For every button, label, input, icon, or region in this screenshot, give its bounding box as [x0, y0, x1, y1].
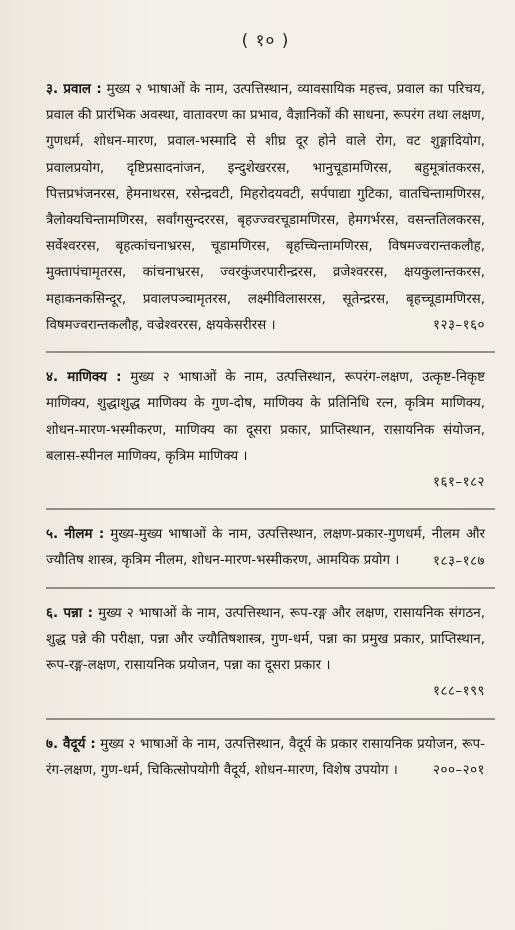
- contents-entry-manikya: [46, 365, 485, 496]
- page-range: १६१–१८२: [433, 475, 485, 491]
- section-divider: [46, 351, 495, 353]
- entry-body: मुख्य २ भाषाओं के नाम, उत्पत्तिस्थान, रूपरंग-लक्षण, उत्कृष्ट-निकृष्ट माणिक्य, शुद्धाशुद्ध माणिक्य के गुण-दोष, माणिक्य के प्रतिनिधि रत्न, कृत्रिम माणिक्य, शोधन-मारण-भस्मीकरण, माणिक्य का दूसरा प्रकार, प्राप्तिस्थान, रासायनिक संयोजन, बलास-स्पीनल माणिक्य, कृत्रिम माणिक्य ।: [46, 370, 485, 464]
- contents-entry-neelam: [46, 522, 485, 575]
- entry-title: ५. नीलम :: [46, 527, 105, 543]
- entry-body: मुख्य २ भाषाओं के नाम, उत्पत्तिस्थान, वैदूर्य के प्रकार रासायनिक प्रयोजन, रूप-रंग-लक्षण, गुण-धर्म, चिकित्सोपयोगी वैदूर्य, शोधन-मारण, विशेष उपयोग ।: [46, 736, 485, 778]
- entry-body: मुख्य २ भाषाओं के नाम, उत्पत्तिस्थान, रूप-रङ्ग और लक्षण, रासायनिक संगठन, शुद्ध पन्ने की परीक्षा, पन्ना और ज्यौतिषशास्त्र, गुण-धर्म, पन्ना का प्रमुख प्रकार, प्राप्तिस्थान, रूप-रङ्ग-लक्षण, रासायनिक प्रयोजन, पन्ना का दूसरा प्रकार ।: [46, 605, 485, 674]
- page-range: १२३–१६०: [433, 318, 485, 334]
- page-range: १८८–१९९: [433, 684, 485, 700]
- contents-entry-pravaal: [46, 77, 485, 339]
- entry-title: ७. वैदूर्य :: [46, 736, 96, 752]
- entry-title: ६. पन्ना :: [46, 605, 94, 621]
- entry-title: ४. माणिक्य :: [46, 370, 122, 386]
- page-number: ( १० ): [241, 31, 290, 51]
- entry-text: [46, 77, 485, 339]
- section-divider: [46, 508, 495, 510]
- entry-body: मुख्य २ भाषाओं के नाम, उत्पत्तिस्थान, व्यावसायिक महत्त्व, प्रवाल का परिचय, प्रवाल की प्रारंभिक अवस्था, वातावरण का प्रभाव, वैज्ञानिकों की साधना, रूपरंग तथा लक्षण, गुणधर्म, शोधन-मारण, प्रवाल-भस्मादि से शीघ्र दूर होने वाले रोग, वट शुङ्गादियोग, प्रवालप्रयोग, दृष्टिप्रसादनांजन, इन्दुशेखररस, भानुचूडामणिरस, बहुमूत्रांतकरस, पित्तप्रभंजनरस, हेमनाथरस, रसेन्द्रवटी, मिहरोदयवटी, सर्पपाद्या गुटिका, वातचिन्तामणिरस, त्रैलोक्यचिन्तामणिरस, सर्वांगसुन्दररस, बृहज्ज्वरचूडामणिरस, हेमगर्भरस, वसन्ततिलकरस, सर्वेश्वररस, बृहत्कांचनाभ्ररस, चूडामणिरस, बृहच्चिन्तामणिरस, विषमज्वरान्तकलौह, मुक्तापंचामृतरस, कांचनाभ्ररस, ज्वरकुंजरपारीन्द्ररस, व्रजेश्वररस, क्षयकुलान्तकरस, महाकनकसिन्दूर, प्रवालपञ्चामृतरस, लक्ष्मीविलासरस, सूतेन्द्ररस, बृहच्चूडामणिरस, विषमज्वरान्तकलौह, वज्रेश्वररस, क्षयकेसरीरस ।: [46, 82, 486, 333]
- page-range: १८३–१८७: [433, 553, 485, 569]
- entry-body: मुख्य-मुख्य भाषाओं के नाम, उत्पत्तिस्थान, लक्षण-प्रकार-गुणधर्म, नीलम और ज्यौतिष शास्त्र, कृत्रिम नीलम, शोधन-मारण-भस्मीकरण, आमयिक प्रयोग ।: [46, 527, 485, 569]
- entry-text: [46, 601, 485, 680]
- entry-title: ३. प्रवाल :: [46, 82, 102, 97]
- contents-entry-panna: [46, 601, 485, 706]
- section-divider: [46, 718, 495, 720]
- entry-text: [46, 365, 485, 470]
- section-divider: [46, 587, 495, 589]
- contents-entry-vaidurya: [46, 732, 485, 785]
- page-range: २००–२०१: [433, 763, 485, 779]
